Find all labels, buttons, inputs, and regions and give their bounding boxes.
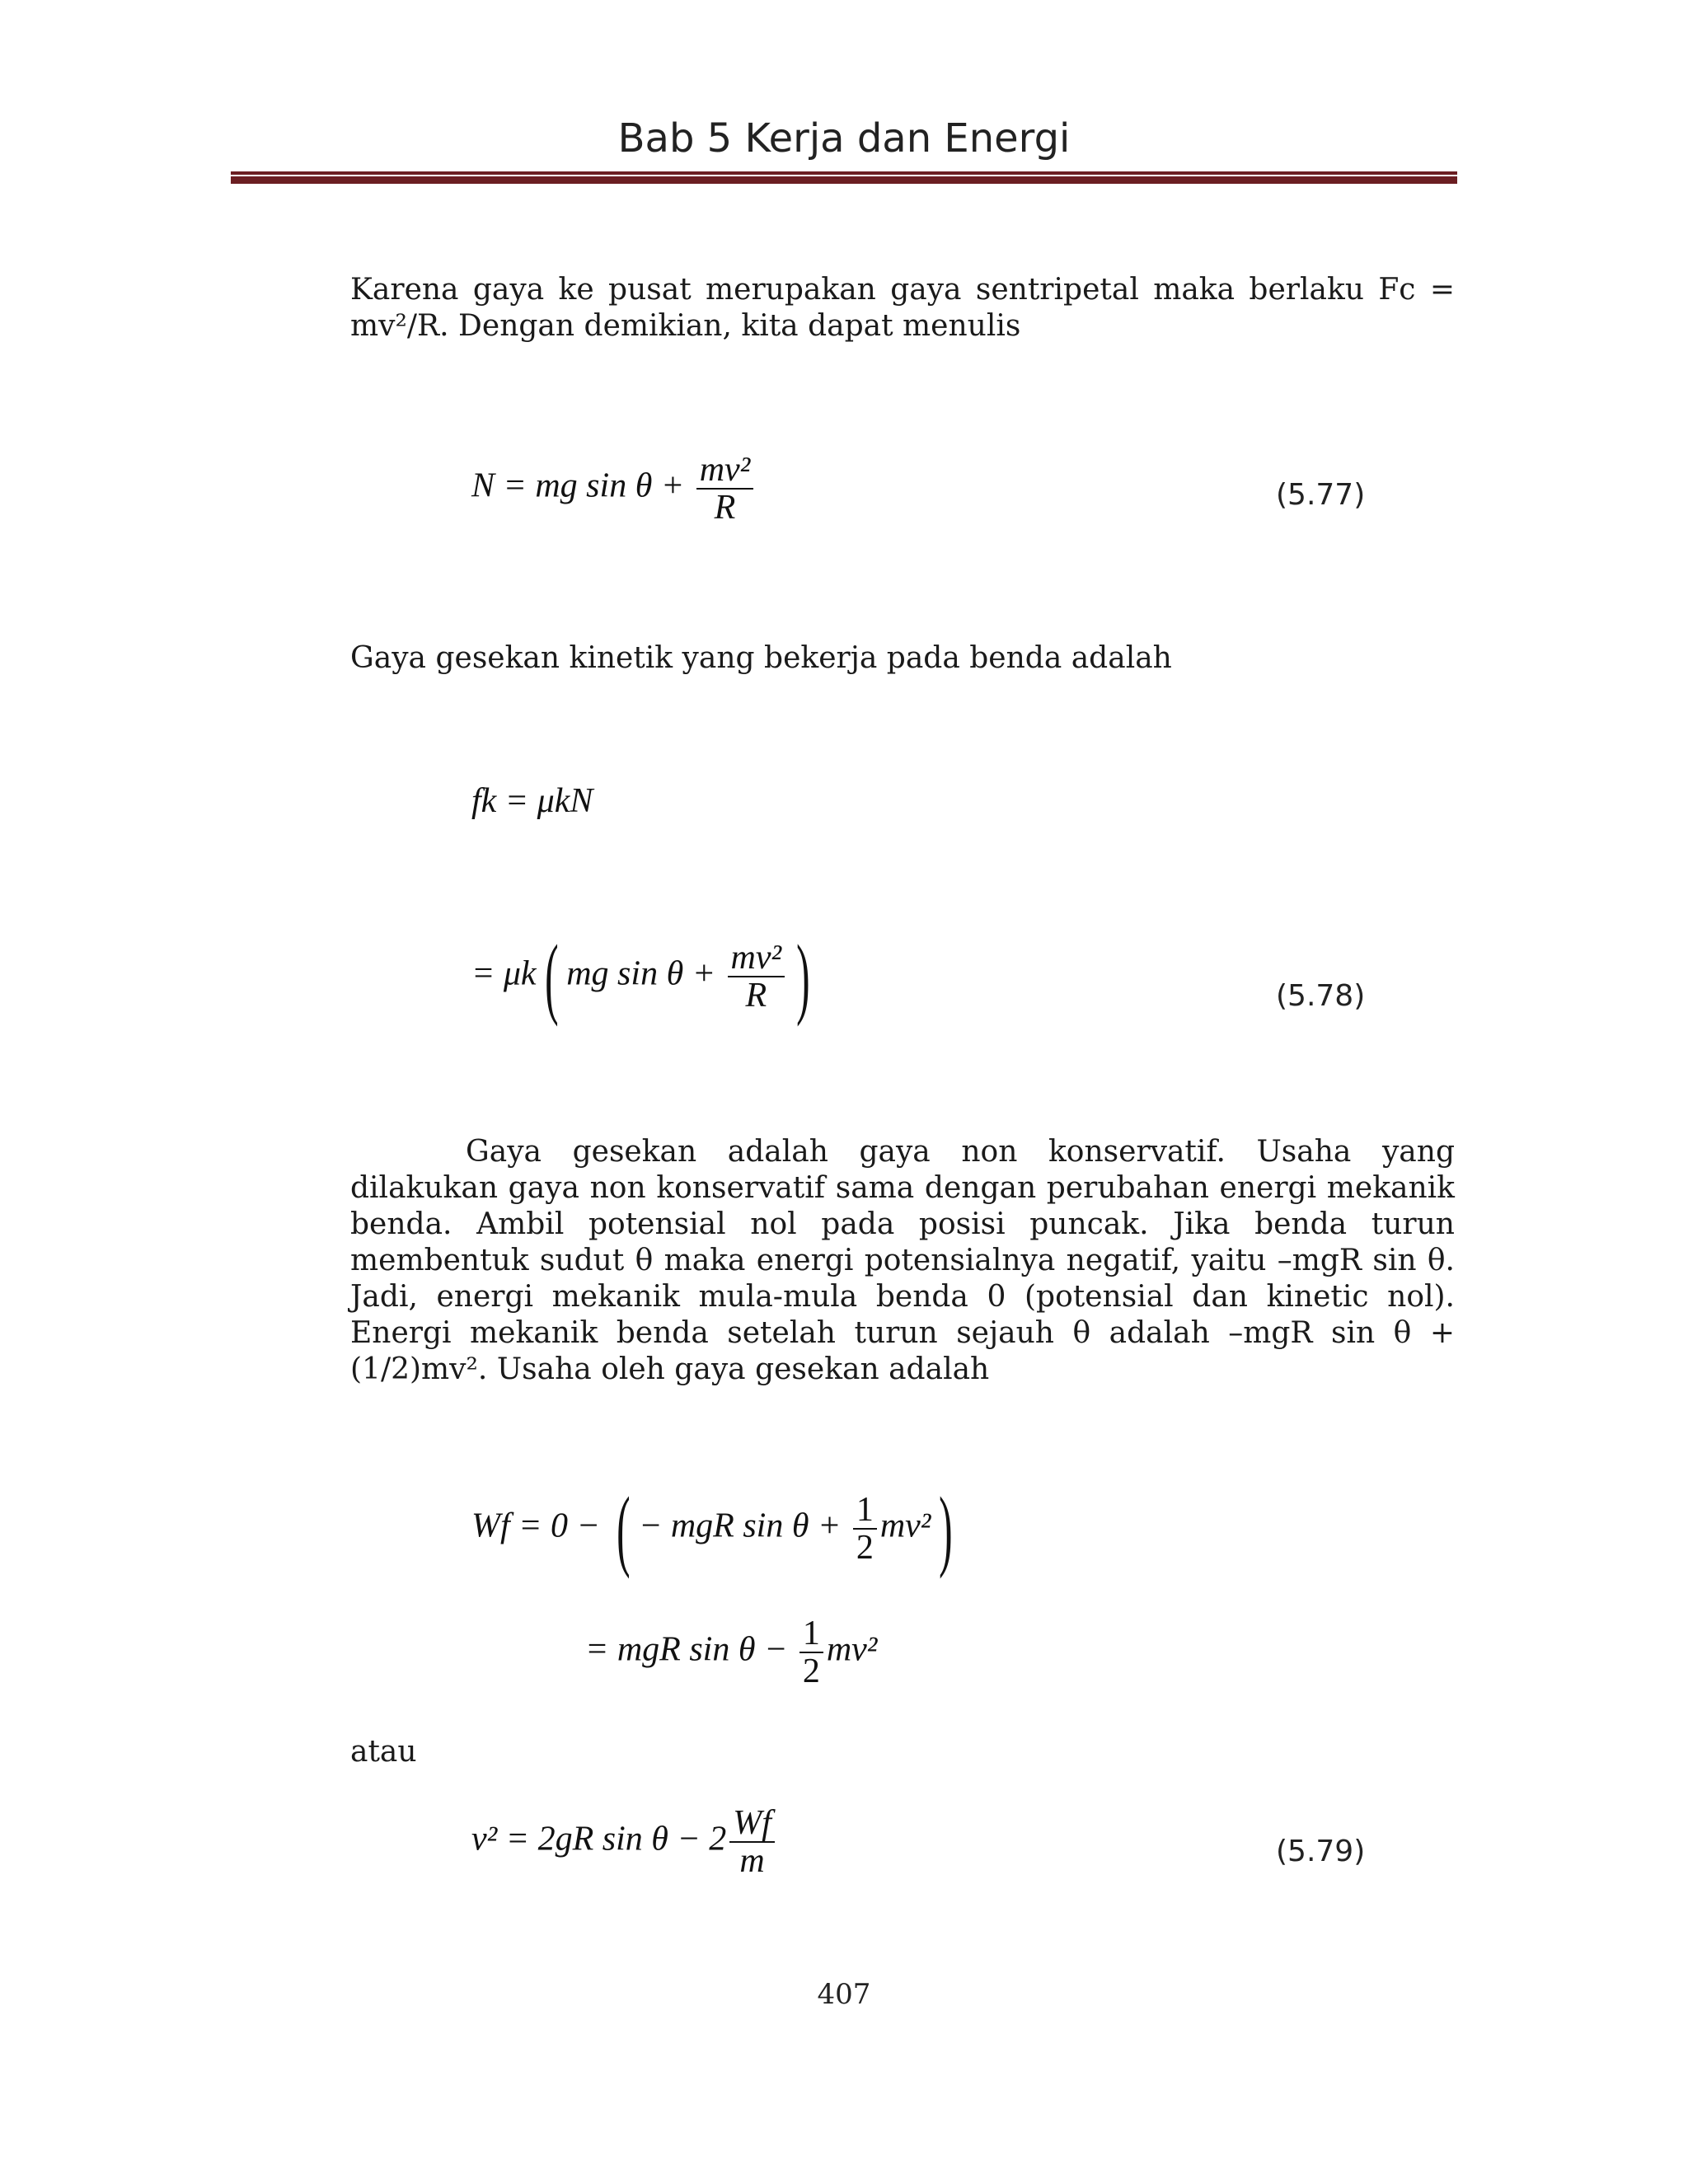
equation-5-78	[471, 926, 818, 1027]
paragraph-work-energy	[350, 1134, 1455, 1388]
equation-lhs: = mgR sin θ −	[585, 1630, 796, 1669]
fraction	[799, 1615, 823, 1690]
equation-5-79	[471, 1805, 778, 1879]
equation-inner: mg sin θ +	[566, 954, 724, 993]
equation-inner: − mgR sin θ +	[638, 1507, 850, 1545]
header-rule-thin	[231, 171, 1457, 175]
fraction-numerator: 1	[853, 1492, 877, 1530]
fraction-denominator: 2	[856, 1529, 874, 1567]
fraction-denominator: 2	[802, 1652, 820, 1690]
right-paren: )	[939, 1479, 953, 1579]
equation-tail: mv²	[826, 1630, 878, 1669]
fraction-denominator: R	[745, 977, 767, 1015]
fraction-denominator: R	[714, 489, 736, 527]
fraction	[696, 452, 754, 526]
paragraph-text: Gaya gesekan adalah gaya non konservatif. Usaha yang dilakukan gaya non konservatif sama dengan perubahan energi mekanik benda. Ambil potensial nol pada posisi puncak. Jika benda turun membentuk sudut θ maka energi potensialnya negatif, yaitu –mgR sin θ. Jadi, energi mekanik mula-mula benda 0 (potensial dan kinetic nol). Energi mekanik benda setelah turun sejauh θ adalah –mgR sin θ + (1/2)mv². Usaha oleh gaya gesekan adalah	[350, 1135, 1455, 1386]
equation-number: (5.77)	[1276, 478, 1366, 512]
equation-lhs: = μk	[471, 954, 537, 993]
fraction-numerator: 1	[799, 1615, 823, 1653]
equation-wf-line1	[471, 1479, 961, 1579]
fraction-numerator: mv²	[728, 940, 785, 977]
equation-wf-line2	[585, 1615, 877, 1690]
paragraph-atau: atau	[350, 1735, 417, 1769]
right-paren: )	[796, 926, 810, 1027]
fraction-numerator: Wf	[729, 1805, 775, 1843]
equation-number: (5.79)	[1276, 1835, 1366, 1868]
fraction	[853, 1492, 877, 1566]
header-rule-thick	[231, 176, 1457, 184]
equation-fk: fk = μkN	[471, 782, 593, 820]
fraction	[729, 1805, 775, 1879]
equation-5-77	[471, 452, 757, 526]
fraction-numerator: mv²	[696, 452, 754, 490]
equation-tail: mv²	[879, 1507, 931, 1545]
paragraph-friction-intro: Gaya gesekan kinetik yang bekerja pada benda adalah	[350, 641, 1172, 675]
left-paren: (	[544, 926, 559, 1027]
paragraph-centripetal: Karena gaya ke pusat merupakan gaya sentripetal maka berlaku Fc = mv²/R. Dengan demikian, kita dapat menulis	[350, 273, 1455, 343]
chapter-header: Bab 5 Kerja dan Energi	[617, 115, 1071, 162]
left-paren: (	[617, 1479, 631, 1579]
equation-lhs: v² = 2gR sin θ − 2	[471, 1820, 727, 1858]
page-number: 407	[817, 1978, 871, 2011]
fraction	[728, 940, 785, 1014]
equation-number: (5.78)	[1276, 979, 1366, 1013]
equation-lhs: Wf = 0 −	[471, 1507, 609, 1545]
fraction-denominator: m	[739, 1842, 765, 1880]
equation-lhs: N = mg sin θ +	[471, 466, 693, 505]
